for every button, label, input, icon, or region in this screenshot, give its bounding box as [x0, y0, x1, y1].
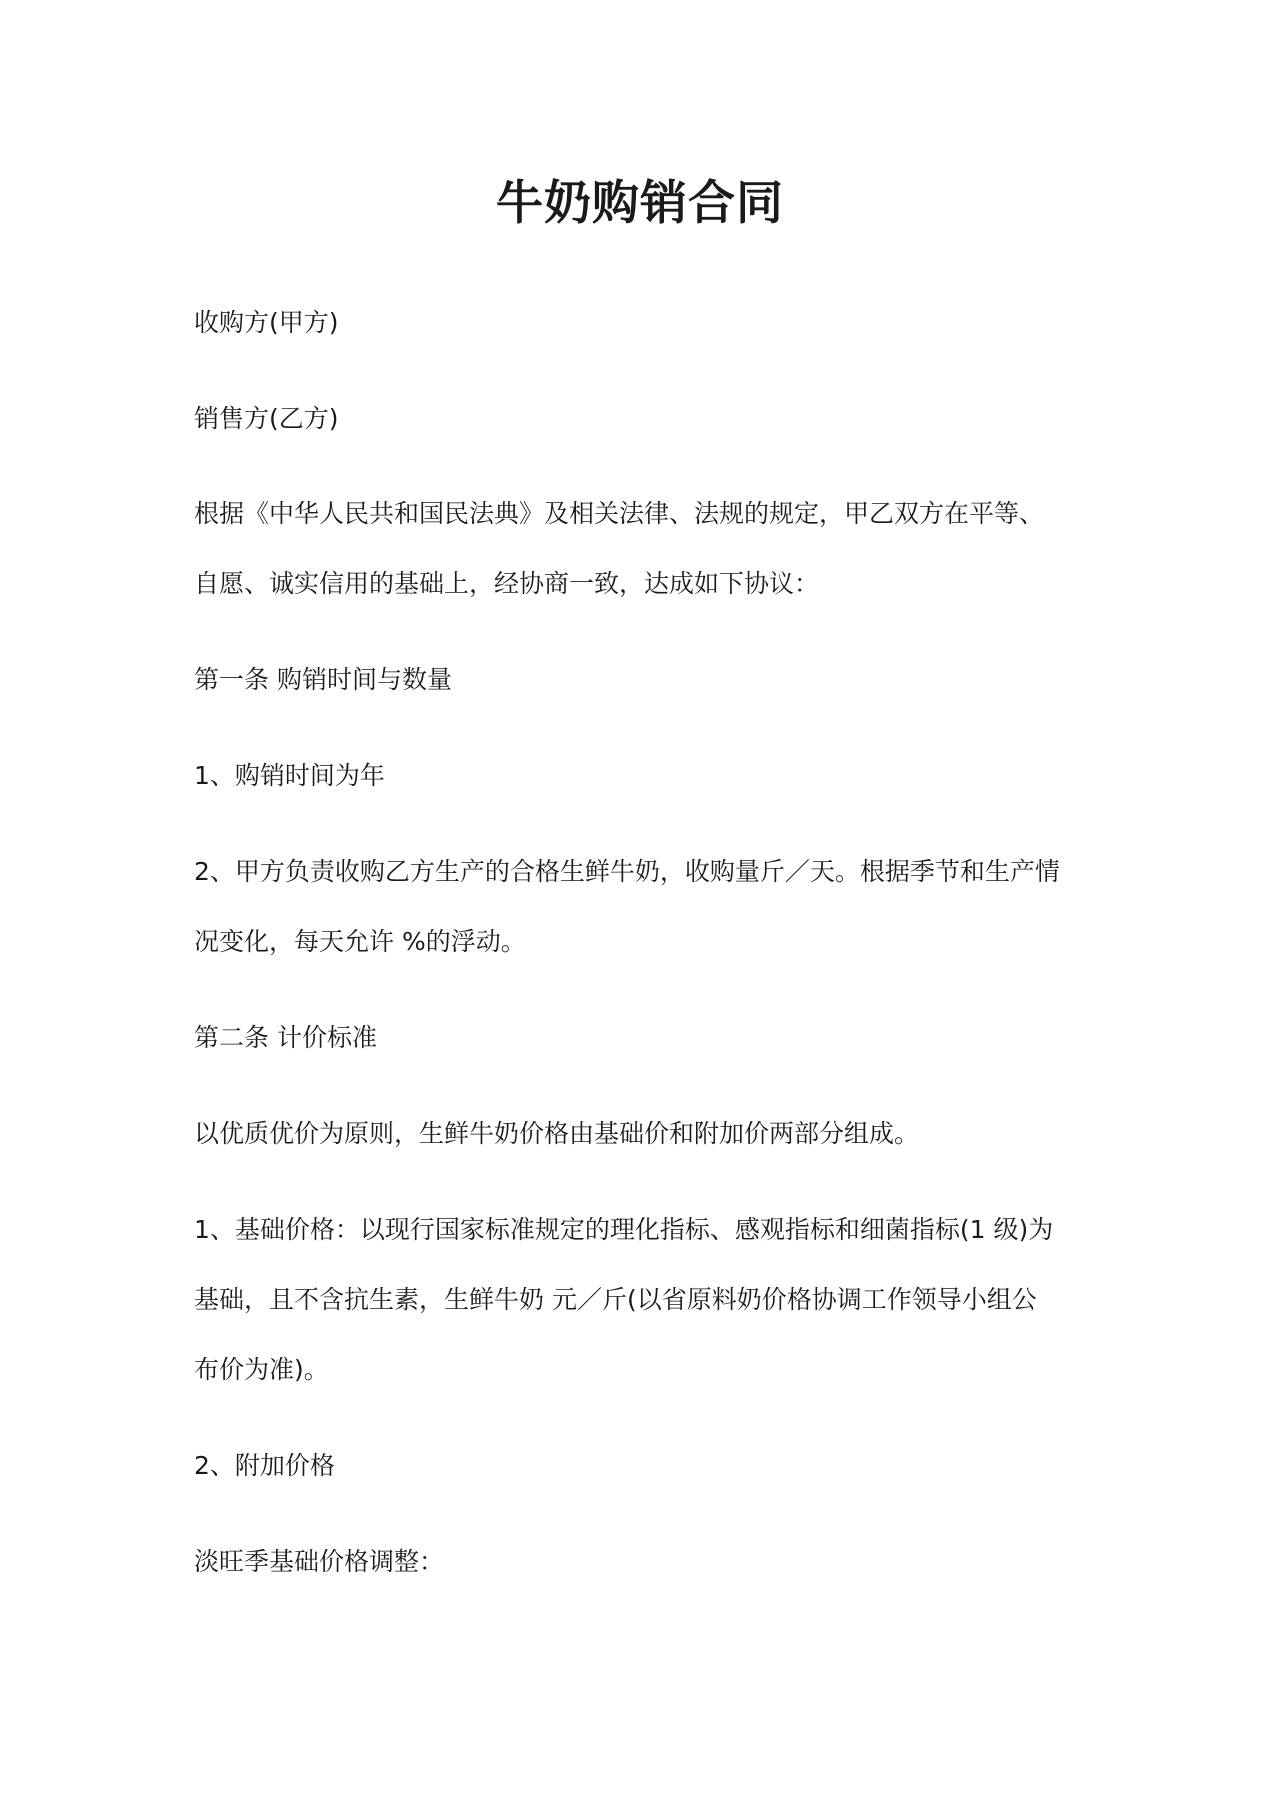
seasonal-adjustment-line: 淡旺季基础价格调整： [194, 1547, 445, 1576]
article-1-item-1: 1、购销时间为年 [194, 761, 385, 790]
preamble-line-1: 根据《中华人民共和国民法典》及相关法律、法规的规定，甲乙双方在平等、 [194, 499, 1045, 528]
document-title: 牛奶购销合同 [496, 176, 784, 231]
party-a-line: 收购方(甲方) [194, 308, 339, 337]
article-2-item-1-line-1: 1、基础价格：以现行国家标准规定的理化指标、感观指标和细菌指标(1 级)为 [194, 1215, 1054, 1244]
party-b-line: 销售方(乙方) [194, 404, 339, 433]
article-2-item-2: 2、附加价格 [194, 1451, 335, 1480]
article-1-heading: 第一条 购销时间与数量 [194, 665, 452, 694]
article-2-item-1-line-2: 基础，且不含抗生素，生鲜牛奶 元／斤(以省原料奶价格协调工作领导小组公 [194, 1285, 1037, 1314]
article-1-item-2-line-2: 况变化，每天允许 %的浮动。 [194, 927, 526, 956]
article-2-item-1-line-3: 布价为准)。 [194, 1355, 329, 1384]
article-2-intro: 以优质优价为原则，生鲜牛奶价格由基础价和附加价两部分组成。 [194, 1119, 920, 1148]
article-1-item-2-line-1: 2、甲方负责收购乙方生产的合格生鲜牛奶，收购量斤／天。根据季节和生产情 [194, 857, 1060, 886]
article-2-heading: 第二条 计价标准 [194, 1023, 377, 1052]
preamble-line-2: 自愿、诚实信用的基础上，经协商一致，达成如下协议： [194, 569, 820, 598]
